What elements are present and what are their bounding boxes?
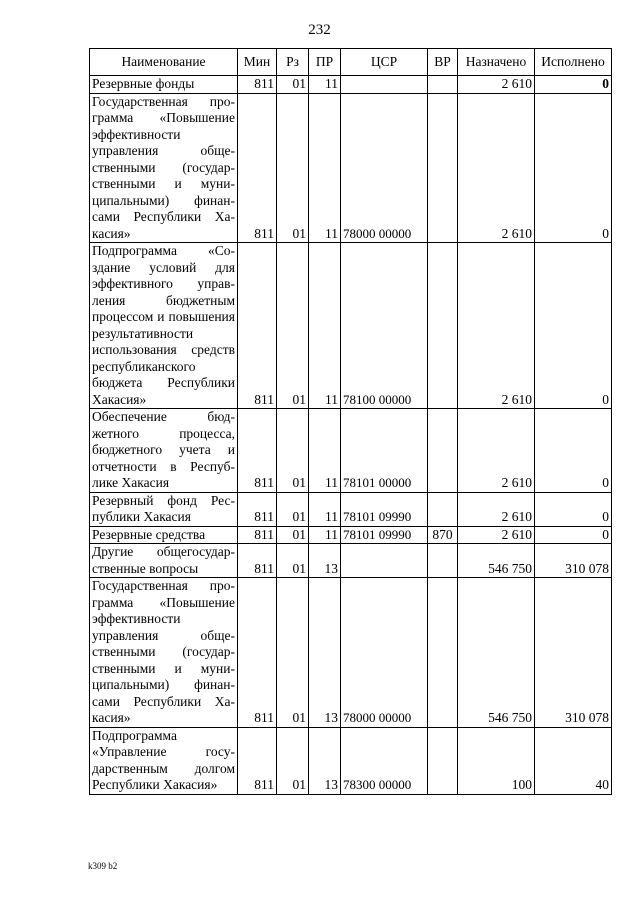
row-rz: 01 — [277, 243, 309, 409]
row-rz: 01 — [277, 492, 309, 526]
row-csr: 78300 00000 — [341, 727, 428, 794]
row-executed: 40 — [535, 727, 612, 794]
row-min: 811 — [238, 492, 277, 526]
row-min: 811 — [238, 727, 277, 794]
row-min: 811 — [238, 578, 277, 728]
row-rz: 01 — [277, 409, 309, 493]
row-executed: 0 — [535, 243, 612, 409]
row-assigned: 2 610 — [458, 243, 535, 409]
row-vr — [428, 544, 458, 578]
row-name: Обеспечение бюджетного процесса, бюджетного учета и отчетности в Республике Хакасия — [90, 409, 238, 493]
header-vr: ВР — [428, 49, 458, 76]
row-assigned: 546 750 — [458, 578, 535, 728]
header-csr: ЦСР — [341, 49, 428, 76]
row-csr — [341, 544, 428, 578]
header-executed: Исполнено — [535, 49, 612, 76]
row-pr: 11 — [309, 526, 341, 544]
row-pr: 11 — [309, 492, 341, 526]
row-name: Подпрограмма «Создание условий для эффективного управления бюджетным процессом и повышения результативности использования средств республиканского бюджета Республики Хакасия» — [90, 243, 238, 409]
row-csr: 78101 09990 — [341, 492, 428, 526]
row-min: 811 — [238, 76, 277, 94]
row-assigned: 546 750 — [458, 544, 535, 578]
row-name: Государственная программа «Повышение эффективности управления общественными (государственными и муниципальными) финансами Республики Хакасия» — [90, 93, 238, 243]
row-assigned: 2 610 — [458, 93, 535, 243]
row-pr: 13 — [309, 578, 341, 728]
header-rz: Рз — [277, 49, 309, 76]
table-header-row — [90, 49, 612, 76]
table-row — [90, 544, 612, 578]
row-min: 811 — [238, 526, 277, 544]
header-pr: ПР — [309, 49, 341, 76]
row-rz: 01 — [277, 93, 309, 243]
row-executed: 0 — [535, 76, 612, 94]
row-rz: 01 — [277, 578, 309, 728]
table-row — [90, 727, 612, 794]
row-vr — [428, 243, 458, 409]
row-assigned: 100 — [458, 727, 535, 794]
row-executed: 310 078 — [535, 578, 612, 728]
footer-code: k309 b2 — [88, 861, 118, 871]
row-vr — [428, 93, 458, 243]
header-min: Мин — [238, 49, 277, 76]
row-pr: 11 — [309, 243, 341, 409]
row-csr: 78000 00000 — [341, 578, 428, 728]
header-name: Наименование — [90, 49, 238, 76]
row-pr: 11 — [309, 76, 341, 94]
row-executed: 0 — [535, 526, 612, 544]
table-row — [90, 93, 612, 243]
row-rz: 01 — [277, 727, 309, 794]
row-name: Государственная программа «Повышение эффективности управления общественными (государственными и муниципальными) финансами Республики Хакасия» — [90, 578, 238, 728]
row-executed: 0 — [535, 93, 612, 243]
row-pr: 11 — [309, 409, 341, 493]
row-rz: 01 — [277, 76, 309, 94]
row-rz: 01 — [277, 544, 309, 578]
row-csr — [341, 76, 428, 94]
header-assigned: Назначено — [458, 49, 535, 76]
row-csr: 78101 09990 — [341, 526, 428, 544]
row-executed: 310 078 — [535, 544, 612, 578]
row-executed: 0 — [535, 409, 612, 493]
row-assigned: 2 610 — [458, 409, 535, 493]
row-vr — [428, 727, 458, 794]
page-number: 232 — [308, 22, 331, 38]
row-pr: 13 — [309, 544, 341, 578]
row-assigned: 2 610 — [458, 526, 535, 544]
row-name: Резервные средства — [90, 526, 238, 544]
row-min: 811 — [238, 409, 277, 493]
row-name: Резервный фонд Республики Хакасия — [90, 492, 238, 526]
table-row — [90, 492, 612, 526]
table-row — [90, 526, 612, 544]
row-name: Другие общегосударственные вопросы — [90, 544, 238, 578]
row-vr — [428, 578, 458, 728]
row-csr: 78101 00000 — [341, 409, 428, 493]
row-assigned: 2 610 — [458, 76, 535, 94]
row-vr: 870 — [428, 526, 458, 544]
row-vr — [428, 76, 458, 94]
row-min: 811 — [238, 243, 277, 409]
table-row — [90, 578, 612, 728]
row-min: 811 — [238, 93, 277, 243]
row-executed: 0 — [535, 492, 612, 526]
row-csr: 78100 00000 — [341, 243, 428, 409]
row-vr — [428, 492, 458, 526]
budget-table — [89, 48, 612, 795]
row-vr — [428, 409, 458, 493]
row-min: 811 — [238, 544, 277, 578]
row-assigned: 2 610 — [458, 492, 535, 526]
table-row — [90, 409, 612, 493]
row-name: Резервные фонды — [90, 76, 238, 94]
row-rz: 01 — [277, 526, 309, 544]
row-pr: 11 — [309, 93, 341, 243]
table-row — [90, 243, 612, 409]
row-pr: 13 — [309, 727, 341, 794]
row-name: Подпрограмма «Управление государственным долгом Республики Хакасия» — [90, 727, 238, 794]
table-row — [90, 76, 612, 94]
row-csr: 78000 00000 — [341, 93, 428, 243]
